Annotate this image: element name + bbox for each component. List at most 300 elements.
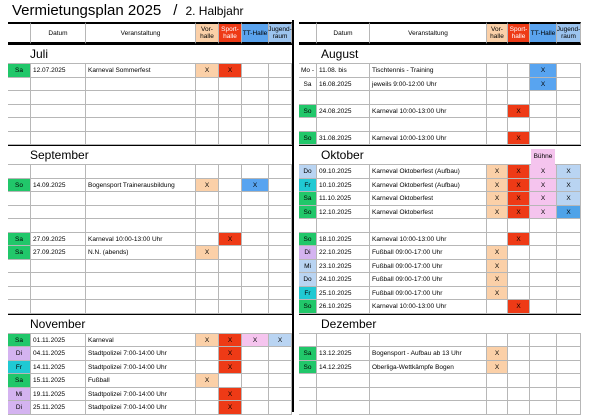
row-date (317, 374, 370, 388)
row-vorhalle (196, 78, 219, 92)
row-vorhalle (487, 219, 508, 233)
header-vorhalle: Vor- halle (487, 22, 508, 44)
row-vorhalle (196, 206, 219, 220)
row-vorhalle (196, 192, 219, 206)
row-event (86, 206, 196, 220)
row-sporthalle (219, 78, 242, 92)
row-event: Stadtpolizei 7:00-14:00 Uhr (86, 361, 196, 375)
row-jugendraum (269, 260, 292, 274)
section-september: September (8, 145, 292, 165)
row-date: 14.12.2025 (317, 361, 370, 375)
row-event (86, 105, 196, 119)
row-vorhalle (487, 300, 508, 314)
row-jugendraum (269, 179, 292, 193)
row-event: Karneval Oktoberfest (370, 192, 487, 206)
row-tthalle (242, 347, 269, 361)
row-event: Karneval Oktoberfest (370, 206, 487, 220)
row-date (31, 165, 86, 179)
row-jugendraum (557, 334, 581, 348)
row-jugendraum (269, 401, 292, 415)
row-tthalle (530, 300, 557, 314)
row-vorhalle (196, 118, 219, 132)
section-november: November (8, 314, 292, 334)
row-vorhalle (487, 118, 508, 132)
row-day (8, 300, 31, 314)
row-tthalle (530, 347, 557, 361)
row-jugendraum (557, 233, 581, 247)
row-event: Bogensport - Aufbau ab 13 Uhr (370, 347, 487, 361)
row-tthalle (530, 219, 557, 233)
row-jugendraum (269, 118, 292, 132)
row-day: Sa (8, 374, 31, 388)
row-sporthalle (508, 334, 530, 348)
row-tthalle (242, 361, 269, 375)
row-sporthalle: X (508, 206, 530, 220)
row-tthalle (242, 91, 269, 105)
row-vorhalle (487, 78, 508, 92)
row-day: Sa (8, 64, 31, 78)
row-tthalle (242, 388, 269, 402)
row-vorhalle (196, 260, 219, 274)
section-oktober: Oktober Bühne (299, 145, 581, 165)
row-vorhalle (196, 347, 219, 361)
row-tthalle (242, 118, 269, 132)
row-jugendraum (557, 246, 581, 260)
row-vorhalle (487, 64, 508, 78)
row-jugendraum (269, 219, 292, 233)
right-schedule-table (299, 22, 581, 415)
header-sporthalle: Sport- halle (508, 22, 530, 44)
row-vorhalle (487, 105, 508, 119)
row-jugendraum: X (557, 192, 581, 206)
row-event (86, 192, 196, 206)
row-day (8, 192, 31, 206)
row-jugendraum (557, 401, 581, 415)
row-sporthalle (219, 118, 242, 132)
row-event (370, 91, 487, 105)
row-vorhalle (487, 374, 508, 388)
row-date: 09.10.2025 (317, 165, 370, 179)
header-jugendraum: Jugend- raum (269, 22, 292, 44)
row-vorhalle: X (487, 206, 508, 220)
row-jugendraum (557, 287, 581, 301)
row-tthalle (242, 260, 269, 274)
row-tthalle: X (530, 64, 557, 78)
row-date: 26.10.2025 (317, 300, 370, 314)
row-vorhalle: X (196, 334, 219, 348)
row-jugendraum (269, 192, 292, 206)
row-date: 25.10.2025 (317, 287, 370, 301)
row-event: Stadtpolizei 7:00-14:00 Uhr (86, 347, 196, 361)
row-sporthalle (508, 219, 530, 233)
row-date: 12.07.2025 (31, 64, 86, 78)
row-date: 11.10.2025 (317, 192, 370, 206)
row-date (317, 91, 370, 105)
row-date: 25.11.2025 (31, 401, 86, 415)
row-event (86, 118, 196, 132)
row-sporthalle (508, 78, 530, 92)
row-sporthalle (219, 246, 242, 260)
row-event: Karneval Oktoberfest (Aufbau) (370, 179, 487, 193)
row-date: 27.09.2025 (31, 233, 86, 247)
row-vorhalle (196, 287, 219, 301)
header-day (8, 22, 31, 44)
row-jugendraum (269, 64, 292, 78)
row-vorhalle: X (487, 273, 508, 287)
row-day: So (299, 105, 317, 119)
row-sporthalle: X (508, 132, 530, 146)
row-day: Fr (299, 179, 317, 193)
row-jugendraum: X (557, 165, 581, 179)
row-day (299, 334, 317, 348)
header-datum: Datum (31, 22, 86, 44)
row-date: 23.10.2025 (317, 260, 370, 274)
row-jugendraum (557, 132, 581, 146)
row-tthalle: X (242, 334, 269, 348)
row-vorhalle: X (196, 179, 219, 193)
header-jugendraum: Jugend- raum (557, 22, 581, 44)
row-event (86, 300, 196, 314)
row-jugendraum (269, 300, 292, 314)
row-sporthalle: X (219, 64, 242, 78)
row-tthalle (242, 165, 269, 179)
row-event (86, 91, 196, 105)
row-event: Fußball 09:00-17:00 Uhr (370, 260, 487, 274)
row-jugendraum (557, 64, 581, 78)
row-day (299, 401, 317, 415)
row-vorhalle: X (196, 246, 219, 260)
row-date (31, 300, 86, 314)
row-day (8, 165, 31, 179)
row-event: Karneval 10:00-13:00 Uhr (86, 233, 196, 247)
row-tthalle (530, 233, 557, 247)
row-sporthalle (219, 287, 242, 301)
row-day: Sa (299, 78, 317, 92)
row-event (370, 334, 487, 348)
row-jugendraum (269, 91, 292, 105)
row-vorhalle (196, 388, 219, 402)
row-vorhalle (196, 233, 219, 247)
row-sporthalle: X (508, 300, 530, 314)
row-sporthalle (508, 361, 530, 375)
row-event: Bogensport Trainerausbildung (86, 179, 196, 193)
row-tthalle (530, 361, 557, 375)
row-tthalle (242, 192, 269, 206)
row-sporthalle (219, 300, 242, 314)
row-day (8, 206, 31, 220)
row-tthalle (242, 132, 269, 146)
column-divider (292, 20, 294, 412)
row-event (370, 388, 487, 402)
row-date: 10.10.2025 (317, 179, 370, 193)
row-vorhalle (196, 300, 219, 314)
row-jugendraum (557, 273, 581, 287)
row-day (8, 132, 31, 146)
row-sporthalle: X (219, 334, 242, 348)
row-date: 04.11.2025 (31, 347, 86, 361)
row-jugendraum (269, 78, 292, 92)
row-jugendraum: X (269, 334, 292, 348)
row-sporthalle (508, 347, 530, 361)
header-tthalle: TT-Halle (242, 22, 269, 44)
row-jugendraum (557, 78, 581, 92)
row-vorhalle: X (487, 165, 508, 179)
row-sporthalle (508, 246, 530, 260)
row-date: 24.08.2025 (317, 105, 370, 119)
row-date (31, 206, 86, 220)
row-date: 13.12.2025 (317, 347, 370, 361)
row-tthalle: X (530, 192, 557, 206)
row-vorhalle (196, 273, 219, 287)
row-event (370, 374, 487, 388)
row-event (370, 118, 487, 132)
row-event (86, 165, 196, 179)
row-date (31, 287, 86, 301)
row-day: So (299, 361, 317, 375)
row-jugendraum (557, 361, 581, 375)
row-sporthalle (219, 374, 242, 388)
row-date (31, 132, 86, 146)
page-title (12, 2, 243, 19)
row-sporthalle (508, 374, 530, 388)
row-tthalle (242, 206, 269, 220)
row-tthalle (530, 401, 557, 415)
row-sporthalle (219, 206, 242, 220)
row-day (8, 287, 31, 301)
header-day (299, 22, 317, 44)
row-day (299, 219, 317, 233)
row-day (8, 118, 31, 132)
row-date: 22.10.2025 (317, 246, 370, 260)
row-jugendraum (269, 273, 292, 287)
row-event: Tischtennis - Training (370, 64, 487, 78)
title-main: Vermietungsplan 2025 (12, 2, 162, 19)
row-sporthalle (508, 64, 530, 78)
row-sporthalle: X (219, 388, 242, 402)
row-day: Sa (299, 192, 317, 206)
row-event: Fußball (86, 374, 196, 388)
row-tthalle: X (530, 206, 557, 220)
row-day: So (299, 233, 317, 247)
row-jugendraum (557, 388, 581, 402)
row-tthalle (530, 388, 557, 402)
row-vorhalle: X (487, 246, 508, 260)
header-veranstaltung: Veranstaltung (370, 22, 487, 44)
row-day: So (299, 206, 317, 220)
row-event: Karneval 10:00-13:00 Uhr (370, 233, 487, 247)
row-tthalle (242, 246, 269, 260)
row-day: Sa (8, 233, 31, 247)
row-date (31, 118, 86, 132)
row-event (86, 132, 196, 146)
row-event: Karneval 10:00-13:00 Uhr (370, 105, 487, 119)
row-tthalle (242, 233, 269, 247)
row-sporthalle: X (508, 165, 530, 179)
row-sporthalle: X (508, 105, 530, 119)
row-tthalle (242, 64, 269, 78)
row-day (8, 260, 31, 274)
row-sporthalle (508, 260, 530, 274)
row-tthalle (530, 105, 557, 119)
left-schedule-table (8, 22, 292, 415)
row-day (299, 374, 317, 388)
row-tthalle: X (530, 179, 557, 193)
row-date (317, 118, 370, 132)
row-jugendraum (269, 233, 292, 247)
row-date: 27.09.2025 (31, 246, 86, 260)
row-date (317, 388, 370, 402)
row-day (299, 91, 317, 105)
row-jugendraum (269, 206, 292, 220)
header-vorhalle: Vor- halle (196, 22, 219, 44)
row-day (299, 118, 317, 132)
section-juli: Juli (8, 44, 292, 64)
row-date (31, 260, 86, 274)
row-date: 11.08. bis (317, 64, 370, 78)
title-half-year: 2. Halbjahr (185, 4, 244, 18)
row-vorhalle (196, 401, 219, 415)
section-dezember: Dezember (299, 314, 581, 334)
row-tthalle: X (242, 179, 269, 193)
row-vorhalle: X (196, 64, 219, 78)
row-date (31, 219, 86, 233)
row-date: 15.11.2025 (31, 374, 86, 388)
row-day: Sa (8, 334, 31, 348)
row-event (86, 260, 196, 274)
row-event: Stadtpolizei 7:00-14:00 Uhr (86, 401, 196, 415)
row-sporthalle: X (219, 401, 242, 415)
row-vorhalle (196, 219, 219, 233)
row-event: Karneval 10:00-13:00 Uhr (370, 132, 487, 146)
row-date: 31.08.2025 (317, 132, 370, 146)
row-jugendraum (557, 91, 581, 105)
row-event: Karneval 10:00-13:00 Uhr (370, 300, 487, 314)
row-day: Do (299, 273, 317, 287)
row-vorhalle (196, 132, 219, 146)
row-tthalle (530, 287, 557, 301)
row-sporthalle: X (219, 233, 242, 247)
row-sporthalle (219, 179, 242, 193)
row-sporthalle (219, 165, 242, 179)
row-sporthalle (219, 132, 242, 146)
row-date: 16.08.2025 (317, 78, 370, 92)
row-jugendraum: X (557, 179, 581, 193)
row-jugendraum (557, 260, 581, 274)
row-tthalle (242, 401, 269, 415)
row-vorhalle (196, 165, 219, 179)
row-date (31, 78, 86, 92)
row-date (31, 91, 86, 105)
row-date (31, 105, 86, 119)
row-tthalle (530, 374, 557, 388)
row-day (8, 105, 31, 119)
row-jugendraum (269, 246, 292, 260)
row-jugendraum (269, 287, 292, 301)
header-datum: Datum (317, 22, 370, 44)
row-sporthalle (219, 260, 242, 274)
row-sporthalle (219, 91, 242, 105)
row-day: Sa (8, 246, 31, 260)
row-event: Fußball 09:00-17:00 Uhr (370, 287, 487, 301)
row-vorhalle (487, 91, 508, 105)
row-sporthalle (219, 105, 242, 119)
row-vorhalle (487, 401, 508, 415)
header-veranstaltung: Veranstaltung (86, 22, 196, 44)
row-sporthalle (508, 388, 530, 402)
row-tthalle (242, 300, 269, 314)
row-vorhalle: X (487, 347, 508, 361)
row-tthalle: X (530, 78, 557, 92)
row-date (31, 273, 86, 287)
row-sporthalle: X (508, 192, 530, 206)
buehne-label: Bühne (531, 149, 555, 165)
row-day: Di (8, 401, 31, 415)
row-event (370, 401, 487, 415)
row-tthalle (530, 260, 557, 274)
row-day: So (299, 300, 317, 314)
row-event (86, 273, 196, 287)
row-jugendraum (557, 219, 581, 233)
row-day: So (8, 179, 31, 193)
row-sporthalle (219, 192, 242, 206)
row-sporthalle: X (508, 179, 530, 193)
row-day (8, 91, 31, 105)
row-sporthalle (508, 273, 530, 287)
row-day: Mo - (299, 64, 317, 78)
row-vorhalle: X (487, 361, 508, 375)
row-vorhalle: X (196, 374, 219, 388)
row-sporthalle: X (219, 347, 242, 361)
row-event: jeweils 9:00-12:00 Uhr (370, 78, 487, 92)
row-day: So (299, 132, 317, 146)
row-event (86, 78, 196, 92)
row-tthalle (530, 118, 557, 132)
row-day: Sa (299, 347, 317, 361)
row-tthalle (242, 374, 269, 388)
row-event: Oberliga-Wettkämpfe Bogen (370, 361, 487, 375)
section-august: August (299, 44, 581, 64)
row-date: 01.11.2025 (31, 334, 86, 348)
row-tthalle (242, 105, 269, 119)
row-day: Mi (8, 388, 31, 402)
row-tthalle (530, 273, 557, 287)
row-vorhalle: X (487, 260, 508, 274)
row-tthalle (242, 273, 269, 287)
row-event (86, 287, 196, 301)
row-jugendraum (269, 165, 292, 179)
row-sporthalle (508, 118, 530, 132)
row-jugendraum (557, 374, 581, 388)
row-day: Di (8, 347, 31, 361)
row-day (299, 388, 317, 402)
row-day (8, 219, 31, 233)
row-date (317, 334, 370, 348)
row-jugendraum (557, 300, 581, 314)
row-vorhalle (487, 132, 508, 146)
row-sporthalle (508, 401, 530, 415)
row-event: Fußball 09:00-17:00 Uhr (370, 246, 487, 260)
row-day (8, 78, 31, 92)
row-jugendraum (557, 105, 581, 119)
row-sporthalle (219, 219, 242, 233)
row-date: 14.09.2025 (31, 179, 86, 193)
row-day: Do (299, 165, 317, 179)
row-jugendraum (557, 118, 581, 132)
row-vorhalle (487, 334, 508, 348)
row-jugendraum (269, 105, 292, 119)
row-vorhalle (487, 233, 508, 247)
row-day: Di (299, 246, 317, 260)
